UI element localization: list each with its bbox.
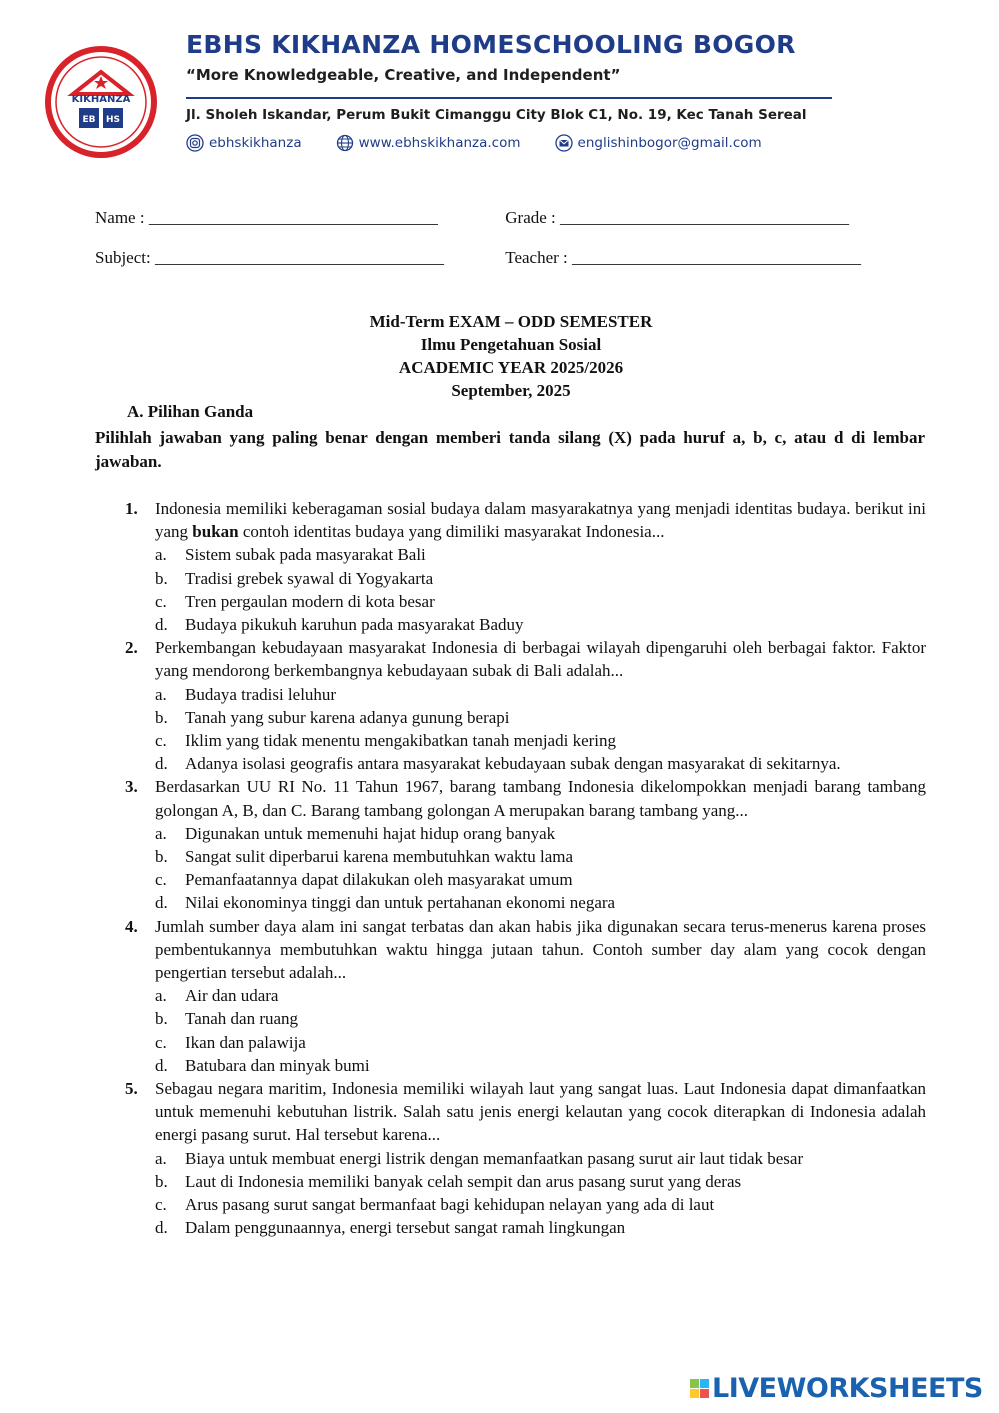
logo-text-right: HS [105, 115, 121, 125]
logo-text-top: KIKHANZA [71, 94, 131, 105]
question-4 [125, 915, 926, 1077]
identity-row-2 [95, 248, 925, 268]
option-a[interactable]: a. Biaya untuk membuat energi listrik dengan memanfaatkan pasang surut air laut tidak besar [155, 1148, 804, 1168]
section-instruction: Pilihlah jawaban yang paling benar dengan memberi tanda silang (X) pada huruf a, b, c, atau d di lembar jawaban. [95, 428, 925, 471]
email-address: englishinbogor@gmail.com [577, 135, 762, 151]
subject-field[interactable]: Subject: __________________________________ [95, 248, 444, 267]
school-address: Jl. Sholeh Iskandar, Perum Bukit Cimanggu City Blok C1, No. 19, Kec Tanah Sereal [186, 107, 807, 123]
instagram-icon [186, 134, 204, 152]
option-d[interactable]: d. Nilai ekonominya tinggi dan untuk pertahanan ekonomi negara [155, 893, 616, 913]
option-c[interactable]: c. Ikan dan palawija [155, 1032, 306, 1052]
globe-icon [336, 134, 354, 152]
question-emphasis: bukan [192, 522, 239, 542]
option-b[interactable]: b. Tanah yang subur karena adanya gunung berapi [155, 707, 510, 727]
school-logo [45, 46, 157, 158]
name-field[interactable]: Name : __________________________________ [95, 208, 438, 227]
section-heading: A. Pilihan Ganda [127, 402, 254, 421]
question-number: 4. [125, 916, 138, 936]
question-number: 3. [125, 777, 138, 797]
instagram-handle: ebhskikhanza [209, 135, 302, 151]
question-text: Perkembangan kebudayaan masyarakat Indonesia di berbagai wilayah dipengaruhi oleh berbagai faktor. Faktor yang mendorong berkembangnya kebudayaan subak di Bali adalah... [155, 638, 926, 681]
logo-text-left: EB [82, 115, 96, 125]
question-number: 1. [125, 499, 138, 518]
option-a[interactable]: a. Digunakan untuk memenuhi hajat hidup orang banyak [155, 823, 556, 843]
option-b[interactable]: b. Laut di Indonesia memiliki banyak celah sempit dan arus pasang surut yang deras [155, 1171, 742, 1191]
question-1 [125, 497, 926, 636]
exam-title: Mid-Term EXAM – ODD SEMESTER [369, 312, 653, 331]
website-url: www.ebhskikhanza.com [358, 135, 521, 151]
instagram-contact[interactable] [186, 134, 302, 152]
identity-row-1 [95, 208, 925, 228]
option-a[interactable]: a. Air dan udara [155, 986, 279, 1006]
option-d[interactable]: d. Dalam penggunaannya, energi tersebut sangat ramah lingkungan [155, 1218, 626, 1238]
option-c[interactable]: c. Arus pasang surut sangat bermanfaat bagi kehidupan nelayan yang ada di laut [155, 1195, 715, 1215]
school-motto: “More Knowledgeable, Creative, and Independent” [186, 66, 621, 84]
option-b[interactable]: b. Sangat sulit diperbarui karena membutuhkan waktu lama [155, 847, 574, 867]
grade-field[interactable]: Grade : __________________________________ [505, 208, 850, 227]
option-b[interactable]: b. Tanah dan ruang [155, 1009, 299, 1029]
question-text: Berdasarkan UU RI No. 11 Tahun 1967, barang tambang Indonesia dikelompokkan menjadi barang tambang golongan A, B, dan C. Barang tambang golongan A merupakan barang tambang yang... [155, 777, 926, 820]
exam-date: September, 2025 [451, 381, 571, 400]
exam-subject: Ilmu Pengetahuan Sosial [420, 335, 602, 354]
academic-year: ACADEMIC YEAR 2025/2026 [398, 358, 624, 377]
teacher-field[interactable]: Teacher : __________________________________ [505, 248, 862, 267]
option-c[interactable]: c. Pemanfaatannya dapat dilakukan oleh masyarakat umum [155, 870, 573, 890]
exam-title-block [0, 310, 999, 402]
option-d[interactable]: d. Adanya isolasi geografis antara masyarakat kebudayaan subak dengan masyarakat di sekitarnya. [155, 754, 841, 774]
option-d[interactable]: d. Batubara dan minyak bumi [155, 1055, 370, 1075]
question-number: 5. [125, 1079, 138, 1099]
option-a[interactable]: a. Sistem subak pada masyarakat Bali [155, 545, 426, 565]
option-d[interactable]: d. Budaya pikukuh karuhun pada masyarakat Baduy [155, 615, 524, 635]
question-list [125, 497, 926, 1240]
option-c[interactable]: c. Iklim yang tidak menentu mengakibatkan tanah menjadi kering [155, 731, 617, 751]
liveworksheets-logo-icon [690, 1379, 709, 1398]
mail-icon [555, 134, 573, 152]
option-b[interactable]: b. Tradisi grebek syawal di Yogyakarta [155, 568, 434, 588]
question-2 [125, 636, 926, 775]
question-text: Jumlah sumber daya alam ini sangat terbatas dan akan habis jika digunakan secara terus-menerus karena proses pembentukannya membutuhkan waktu hingga jutaan tahun. Contoh sumber day alam yang cocok dengan pengertian tersebut adalah... [155, 916, 926, 983]
option-a[interactable]: a. Budaya tradisi leluhur [155, 684, 337, 704]
question-3 [125, 775, 926, 914]
question-text: Sebagau negara maritim, Indonesia memiliki wilayah laut yang sangat luas. Laut Indonesia dapat dimanfaatkan untuk memenuhi kebutuhan listrik. Salah satu jenis energi kelautan yang cocok diterapkan di Indonesia adalah energi pasang surut. Hal tersebut karena... [155, 1079, 926, 1145]
header-divider [186, 97, 832, 99]
question-number: 2. [125, 638, 138, 658]
question-text: Indonesia memiliki keberagaman sosial budaya dalam masyarakatnya yang menjadi identitas budaya. berikut ini yang bukan contoh identitas budaya yang dimiliki masyarakat Indonesia... [155, 499, 926, 542]
liveworksheets-brand[interactable] [690, 1373, 983, 1404]
website-contact[interactable] [336, 134, 521, 152]
brand-name: LIVEWORKSHEETS [712, 1373, 983, 1404]
option-c[interactable]: c. Tren pergaulan modern di kota besar [155, 591, 435, 611]
contact-bar [186, 134, 796, 152]
email-contact[interactable] [555, 134, 762, 152]
question-5 [125, 1077, 926, 1239]
school-name: EBHS KIKHANZA HOMESCHOOLING BOGOR [186, 30, 796, 59]
